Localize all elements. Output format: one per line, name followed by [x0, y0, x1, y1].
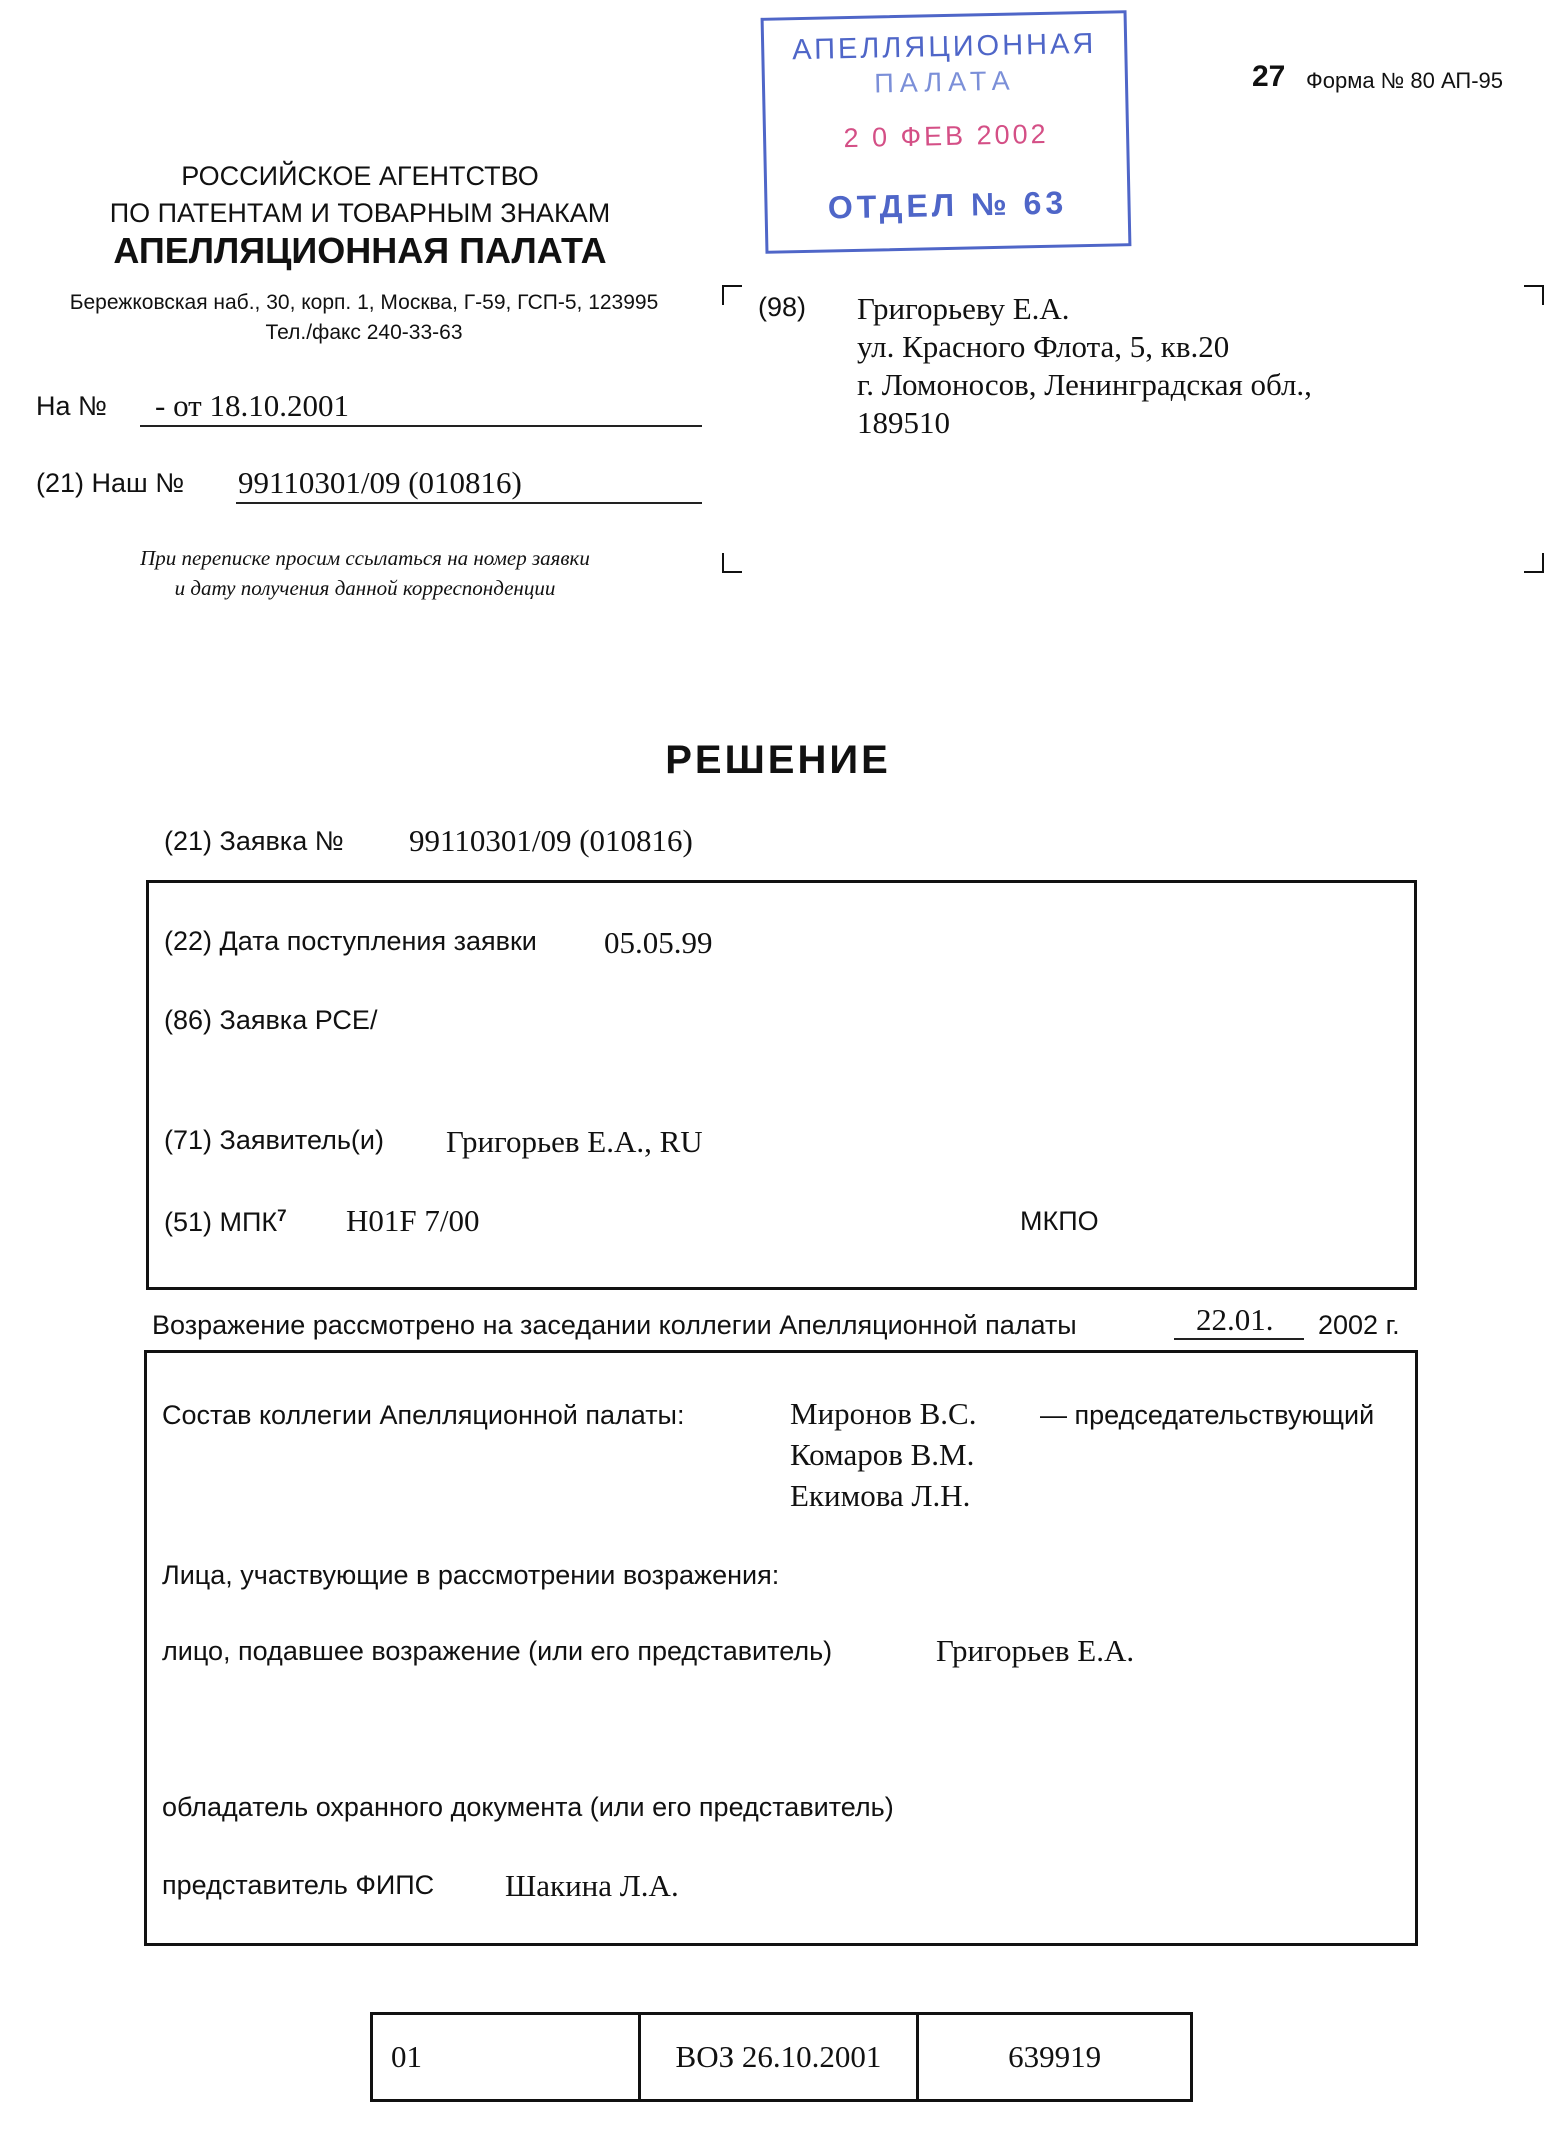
chamber-name: АПЕЛЛЯЦИОННАЯ ПАЛАТА: [113, 230, 607, 271]
application-label: (21) Заявка №: [164, 826, 344, 856]
our-number-value: 99110301/09 (010816): [238, 465, 522, 500]
objector-label: лицо, подавшее возражение (или его представитель): [162, 1636, 833, 1666]
hearing-date-underline: [1174, 1338, 1304, 1340]
hearing-text: Возражение рассмотрено на заседании коллегии Апелляционной палаты: [152, 1310, 1077, 1340]
codes-table: [370, 2012, 1193, 2102]
filing-date-value: 05.05.99: [604, 925, 713, 960]
ipc-label-text: (51) МПК: [164, 1207, 278, 1237]
composition-label: Состав коллегии Апелляционной палаты:: [162, 1400, 685, 1430]
stamp-date: 2 0 ФЕВ 2002: [843, 118, 1049, 154]
address-corner-bottom-left: [722, 553, 742, 573]
applicant-label: (71) Заявитель(и): [164, 1125, 384, 1155]
our-number-underline: [236, 502, 702, 504]
hearing-year: 2002 г.: [1318, 1310, 1400, 1340]
recipient-code: (98): [758, 292, 807, 322]
board-member-3: Екимова Л.Н.: [790, 1478, 971, 1513]
board-member-2: Комаров В.М.: [790, 1437, 975, 1472]
fips-label: представитель ФИПС: [162, 1870, 435, 1900]
code-cell-2: ВОЗ 26.10.2001: [639, 2014, 917, 2101]
decision-title: РЕШЕНИЕ: [665, 738, 891, 782]
filing-date-label: (22) Дата поступления заявки: [164, 926, 537, 956]
stamp-line-2: ПАЛАТА: [874, 65, 1016, 99]
agency-address: [30, 288, 698, 348]
applicant-value: Григорьев Е.А., RU: [446, 1124, 703, 1159]
form-number: Форма № 80 АП-95: [1306, 68, 1504, 93]
participants-label: Лица, участвующие в рассмотрении возражения:: [162, 1560, 780, 1590]
agency-name: [40, 158, 680, 232]
ipc-edition: 7: [277, 1206, 287, 1225]
code-cell-3: 639919: [918, 2014, 1192, 2101]
hearing-date: 22.01.: [1196, 1302, 1274, 1337]
application-value: 99110301/09 (010816): [409, 823, 693, 858]
board-member-1: Миронов В.С.: [790, 1396, 977, 1431]
agency-line-2: ПО ПАТЕНТАМ И ТОВАРНЫМ ЗНАКАМ: [109, 198, 611, 228]
your-number-underline: [140, 425, 702, 427]
pct-application-label: (86) Заявка РСЕ/: [164, 1005, 378, 1035]
receipt-stamp: [761, 10, 1132, 254]
stamp-department: ОТДЕЛ № 63: [827, 184, 1068, 226]
recipient-line-2: ул. Красного Флота, 5, кв.20: [857, 329, 1230, 364]
correspondence-note: [40, 543, 690, 603]
address-corner-top-left: [722, 285, 742, 305]
recipient-line-4: 189510: [857, 405, 950, 440]
agency-line-1: РОССИЙСКОЕ АГЕНТСТВО: [181, 161, 539, 191]
page-number: 27: [1252, 60, 1286, 93]
ipc-label: [164, 1206, 287, 1238]
note-line-1: При переписке просим ссылаться на номер заявки: [140, 546, 590, 570]
objector-value: Григорьев Е.А.: [936, 1633, 1135, 1668]
stamp-line-1: АПЕЛЛЯЦИОННАЯ: [791, 27, 1097, 67]
recipient-line-3: г. Ломоносов, Ленинградская обл.,: [857, 367, 1312, 402]
address-line-2: Тел./факс 240-33-63: [265, 321, 463, 344]
code-cell-1: 01: [372, 2014, 640, 2101]
note-line-2: и дату получения данной корреспонденции: [174, 576, 556, 600]
mkpo-label: МКПО: [1020, 1206, 1099, 1236]
your-number-value: - от 18.10.2001: [155, 388, 349, 423]
address-line-1: Бережковская наб., 30, корп. 1, Москва, Г-59, ГСП-5, 123995: [69, 291, 659, 314]
your-number-label: На №: [36, 391, 107, 421]
address-corner-top-right: [1524, 285, 1544, 305]
recipient-address: [857, 290, 1312, 442]
recipient-line-1: Григорьеву Е.А.: [857, 291, 1070, 326]
ipc-value: H01F 7/00: [346, 1203, 480, 1238]
table-row: [372, 2014, 1192, 2101]
chair-note: — председательствующий: [1040, 1400, 1375, 1430]
address-corner-bottom-right: [1524, 553, 1544, 573]
fips-value: Шакина Л.А.: [505, 1868, 679, 1903]
our-number-label: (21) Наш №: [36, 468, 185, 498]
holder-label: обладатель охранного документа (или его представитель): [162, 1792, 894, 1822]
